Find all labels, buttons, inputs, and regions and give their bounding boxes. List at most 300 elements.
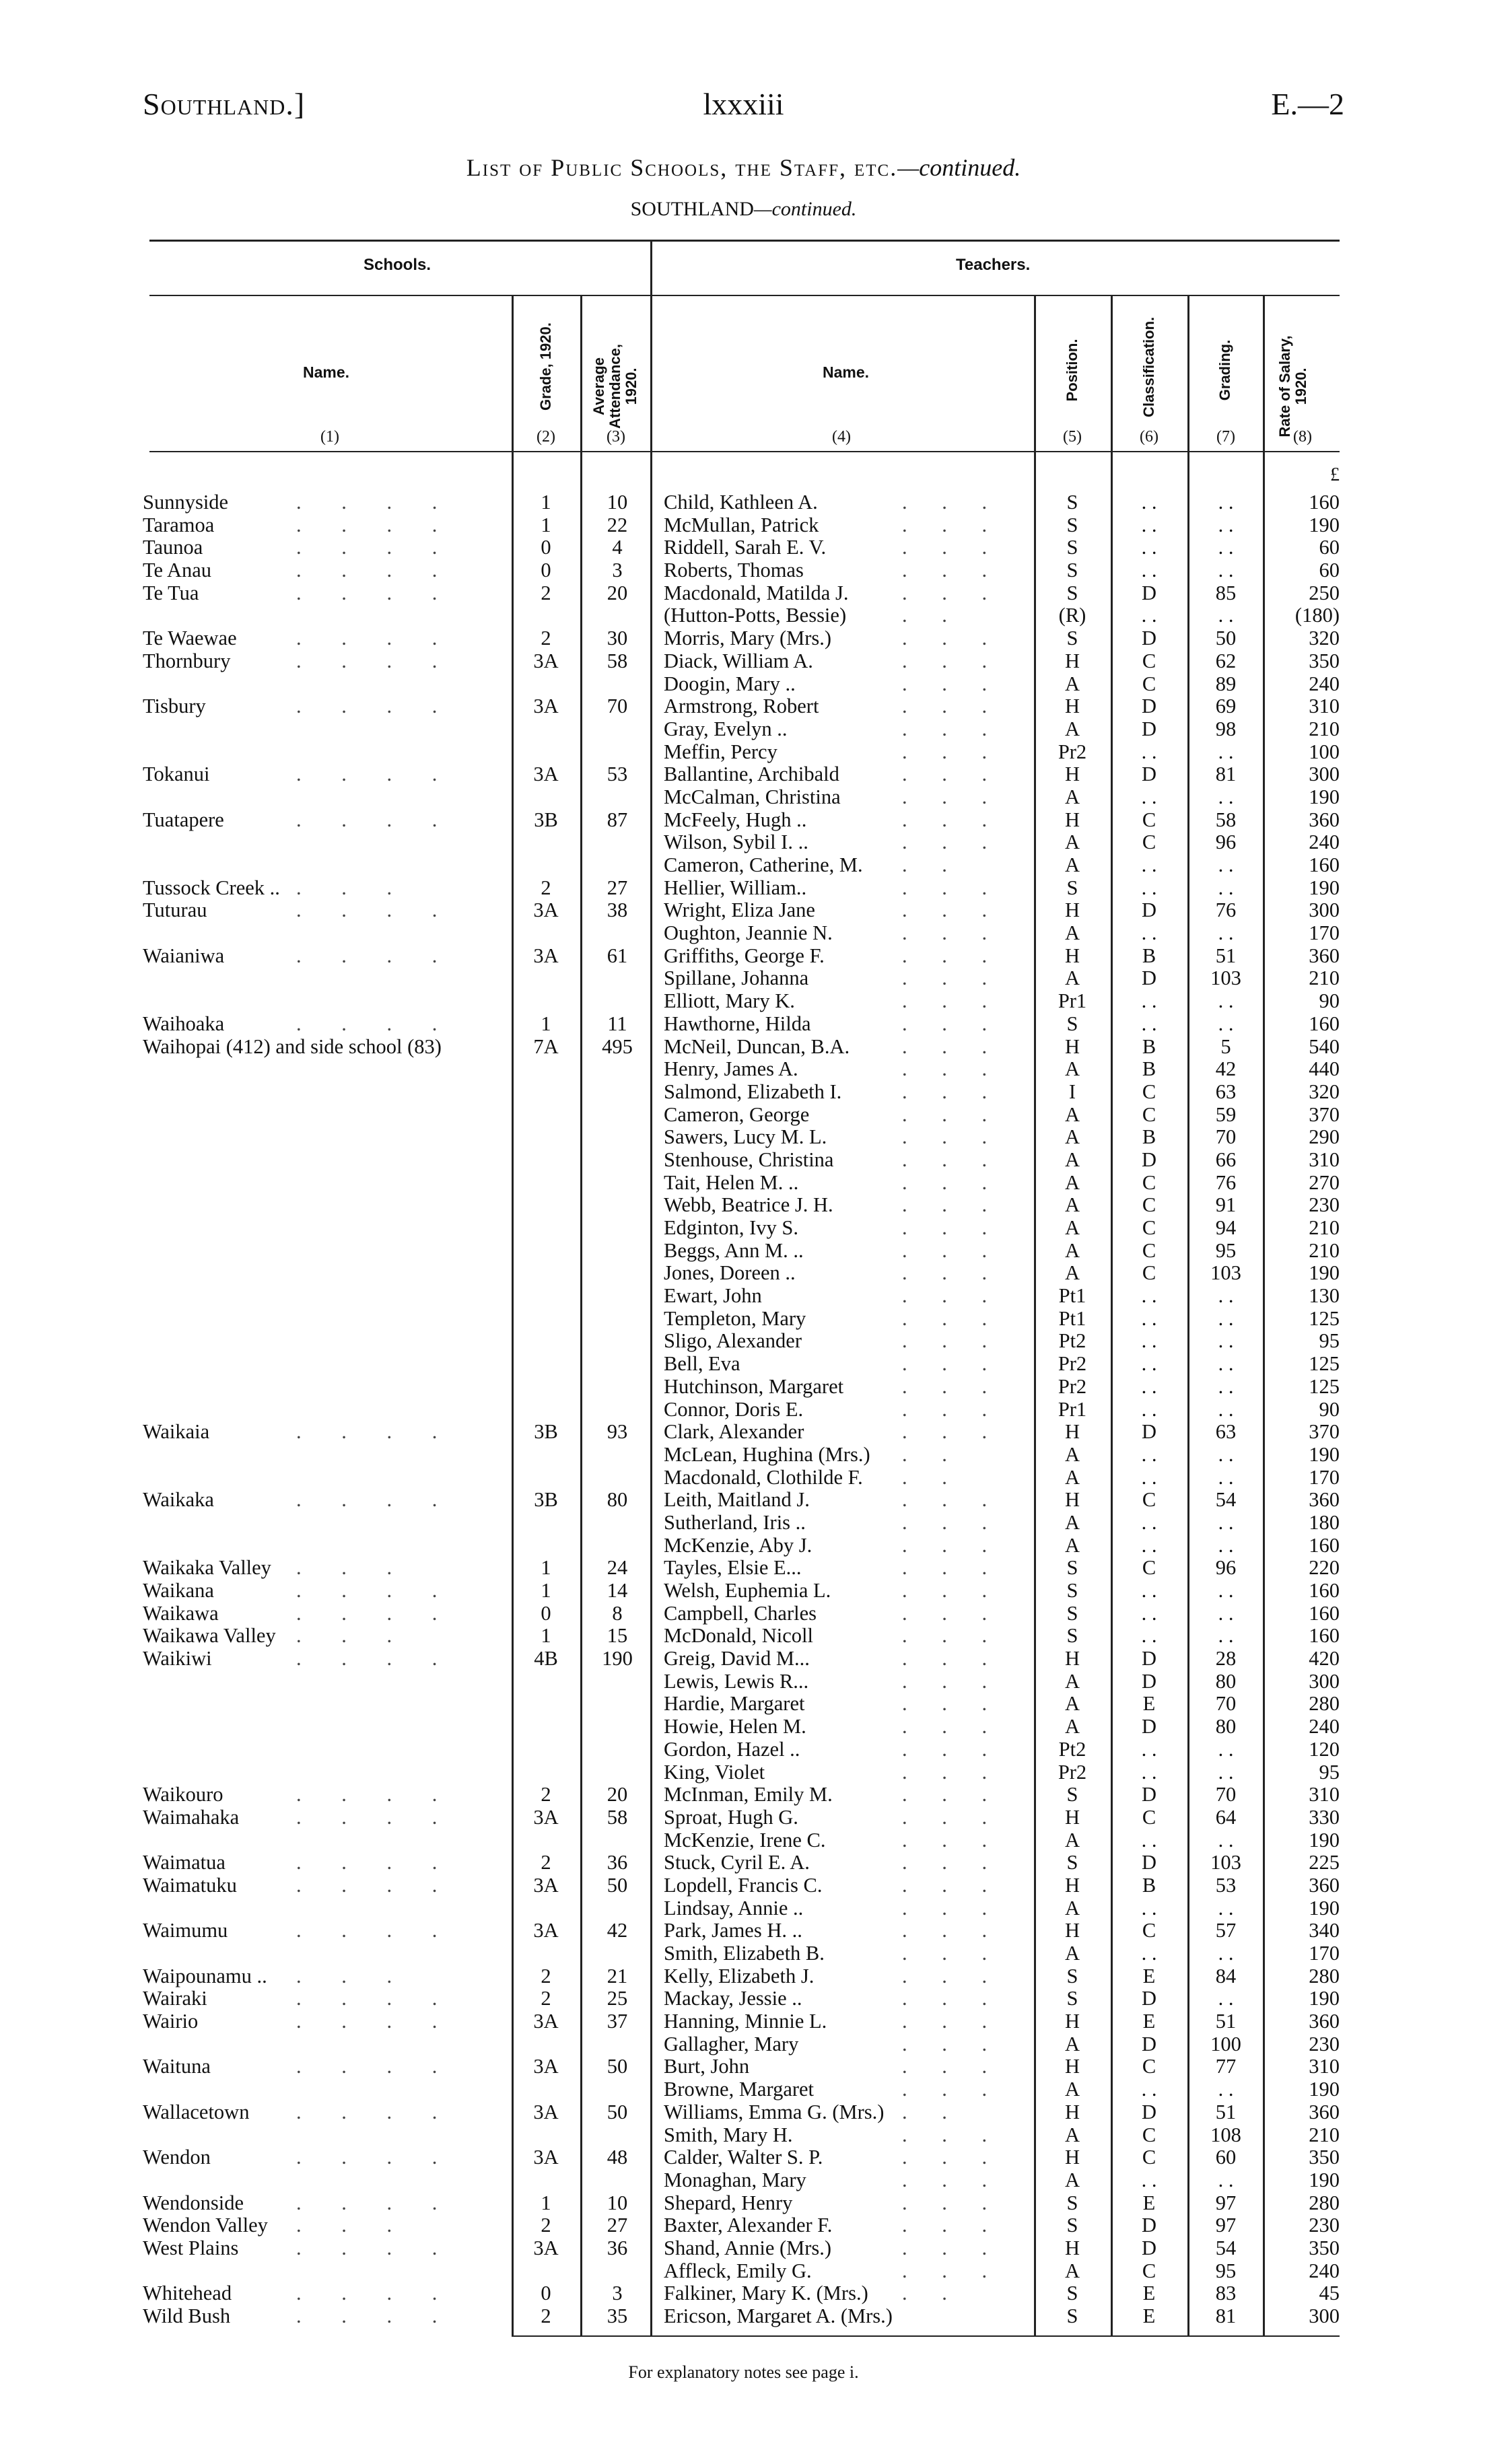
position-value: H (1064, 2010, 1080, 2033)
classification-value: . . (1141, 785, 1157, 808)
classification-value: D (1141, 1987, 1157, 2010)
grading-value: . . (1218, 604, 1234, 627)
classification-value: B (1142, 1125, 1156, 1149)
leader-dots: . . . (902, 2191, 1002, 2214)
salary-value: 290 (1309, 1125, 1340, 1149)
col-school-name: Name. (303, 363, 350, 381)
table-row (0, 899, 1487, 922)
teacher-name: McInman, Emily M. (664, 1783, 833, 1806)
attendance-value: 50 (607, 2100, 628, 2123)
leader-dots: . . . (902, 1579, 1002, 1602)
table-row (0, 1829, 1487, 1852)
attendance-value: 37 (607, 2010, 628, 2033)
table-row (0, 1240, 1487, 1263)
teacher-name: Riddell, Sarah E. V. (664, 536, 827, 559)
teacher-name: Child, Kathleen A. (664, 491, 818, 514)
salary-value: 330 (1309, 1805, 1340, 1829)
leader-dots: . . . (902, 899, 1002, 922)
teacher-name: Bell, Eva (664, 1352, 740, 1376)
header-left: Southland.] (143, 87, 306, 121)
leader-dots: . . . (902, 1715, 1002, 1738)
position-value: S (1066, 2214, 1078, 2237)
salary-value: 360 (1309, 808, 1340, 831)
grade-value: 2 (541, 1987, 551, 2010)
leader-dots: . . . (902, 581, 1002, 604)
grading-value: . . (1218, 1397, 1234, 1421)
grade-value: 2 (541, 1964, 551, 1987)
classification-value: . . (1141, 1284, 1157, 1308)
teacher-name: Hawthorne, Hilda (664, 1012, 811, 1035)
grading-value: 42 (1215, 1057, 1237, 1081)
leader-dots: . . . (902, 1669, 1002, 1693)
attendance-value: 80 (607, 1488, 628, 1512)
teacher-name: McKenzie, Irene C. (664, 1828, 826, 1852)
attendance-value: 58 (607, 649, 628, 672)
subtitle-continued: —continued. (753, 198, 857, 220)
leader-dots: . . . . (296, 491, 455, 514)
grading-value: 58 (1215, 808, 1237, 831)
table-row (0, 1421, 1487, 1444)
grading-value: 89 (1215, 672, 1237, 695)
grade-value: 2 (541, 2304, 551, 2327)
table-row (0, 786, 1487, 809)
grading-value: . . (1218, 1012, 1234, 1035)
salary-value: 125 (1309, 1374, 1340, 1398)
leader-dots: . . . (902, 2146, 1002, 2169)
table-row (0, 1580, 1487, 1603)
salary-value: 270 (1309, 1170, 1340, 1194)
grading-value: . . (1218, 853, 1234, 876)
salary-value: 160 (1309, 1533, 1340, 1557)
leader-dots: . . . . (296, 763, 455, 786)
table-row (0, 1874, 1487, 1897)
table-row (0, 536, 1487, 559)
teacher-name: Sawers, Lucy M. L. (664, 1125, 827, 1149)
classification-value: . . (1141, 1012, 1157, 1035)
position-value: A (1064, 1238, 1080, 1262)
salary-value: 170 (1309, 921, 1340, 945)
leader-dots: . . . (902, 695, 1002, 718)
title-main: List of Public Schools, the Staff, etc. (466, 154, 898, 181)
teacher-name: Monaghan, Mary (664, 2168, 806, 2191)
grading-value: . . (1218, 1465, 1234, 1489)
teacher-name: Hutchinson, Margaret (664, 1374, 844, 1398)
grading-value: . . (1218, 1284, 1234, 1308)
group-schools: Schools. (364, 256, 431, 274)
grading-value: 80 (1215, 1669, 1237, 1693)
position-value: Pr2 (1058, 1352, 1087, 1376)
classification-value: C (1142, 1170, 1156, 1194)
teacher-name: Macdonald, Matilda J. (664, 581, 849, 604)
teacher-name: McCalman, Christina (664, 785, 841, 808)
leader-dots: . . . (902, 1760, 1002, 1784)
position-value: A (1064, 717, 1080, 740)
salary-value: 230 (1309, 2214, 1340, 2237)
position-value: S (1066, 581, 1078, 604)
table-row (0, 718, 1487, 741)
teacher-name: Ericson, Margaret A. (Mrs.) (664, 2304, 893, 2327)
position-value: S (1066, 559, 1078, 582)
school-name: West Plains (143, 2236, 239, 2259)
table-row (0, 1942, 1487, 1965)
table-row (0, 2282, 1487, 2305)
grading-value: 81 (1215, 2304, 1237, 2327)
leader-dots: . . . (902, 785, 1002, 808)
position-value: H (1064, 1647, 1080, 1670)
teacher-name: Armstrong, Robert (664, 695, 819, 718)
leader-dots: . . . (902, 627, 1002, 650)
attendance-value: 53 (607, 763, 628, 786)
position-value: S (1066, 2304, 1078, 2327)
leader-dots: . . . (902, 989, 1002, 1013)
table-row (0, 2055, 1487, 2078)
salary-value: 300 (1309, 763, 1340, 786)
attendance-value: 10 (607, 2191, 628, 2214)
school-name: Tuatapere (143, 808, 224, 831)
grading-value: 97 (1215, 2191, 1237, 2214)
salary-value: 360 (1309, 2100, 1340, 2123)
classification-value: C (1142, 672, 1156, 695)
table-row (0, 1104, 1487, 1127)
leader-dots: . . . (902, 1987, 1002, 2010)
leader-dots: . . . (902, 1193, 1002, 1217)
staff-table-body (0, 491, 1487, 2328)
leader-dots: . . . (902, 1329, 1002, 1353)
teacher-name: Elliott, Mary K. (664, 989, 795, 1013)
grading-value: . . (1218, 1987, 1234, 2010)
grading-value: . . (1218, 491, 1234, 514)
salary-value: 210 (1309, 717, 1340, 740)
grading-value: . . (1218, 2168, 1234, 2191)
table-row (0, 1648, 1487, 1670)
attendance-value: 3 (612, 2282, 623, 2305)
table-row (0, 1262, 1487, 1285)
grade-value: 1 (541, 1556, 551, 1580)
grading-value: 103 (1210, 1851, 1241, 1874)
grading-value: 69 (1215, 695, 1237, 718)
table-row (0, 1784, 1487, 1806)
table-row (0, 2033, 1487, 2056)
table-row (0, 1625, 1487, 1648)
table-row (0, 1806, 1487, 1829)
table-row (0, 1081, 1487, 1104)
header-bottom-rule (149, 451, 1340, 452)
grade-value: 1 (541, 1579, 551, 1602)
teacher-name: Henry, James A. (664, 1057, 798, 1081)
table-row (0, 1353, 1487, 1376)
school-name: Waikouro (143, 1783, 223, 1806)
leader-dots: . . . (902, 1057, 1002, 1081)
salary-value: 240 (1309, 1715, 1340, 1738)
position-value: S (1066, 536, 1078, 559)
salary-value: 190 (1309, 1896, 1340, 1920)
group-rule (149, 295, 1340, 296)
salary-value: 230 (1309, 1193, 1340, 1217)
col-teacher-name: Name. (823, 363, 870, 381)
attendance-value: 4 (612, 536, 623, 559)
col-number: (5) (1063, 428, 1082, 446)
attendance-value: 87 (607, 808, 628, 831)
grading-value: 60 (1215, 2146, 1237, 2169)
grading-value: . . (1218, 1306, 1234, 1330)
teacher-name: Wright, Eliza Jane (664, 899, 815, 922)
table-row (0, 741, 1487, 764)
classification-value: . . (1141, 1329, 1157, 1353)
table-row (0, 1149, 1487, 1172)
position-value: H (1064, 1488, 1080, 1512)
position-value: S (1066, 1624, 1078, 1648)
classification-value: . . (1141, 1397, 1157, 1421)
position-value: A (1064, 1193, 1080, 1217)
teacher-name: Campbell, Charles (664, 1601, 817, 1625)
attendance-value: 58 (607, 1805, 628, 1829)
teacher-name: Connor, Doris E. (664, 1397, 804, 1421)
grading-value: . . (1218, 1828, 1234, 1852)
table-row (0, 1512, 1487, 1535)
table-top-rule (149, 240, 1340, 242)
leader-dots: . . . (902, 2032, 1002, 2055)
salary-value: 125 (1309, 1306, 1340, 1330)
salary-value: 350 (1309, 2146, 1340, 2169)
school-name: Waituna (143, 2055, 211, 2078)
salary-value: 225 (1309, 1851, 1340, 1874)
salary-value: 160 (1309, 1012, 1340, 1035)
position-value: A (1064, 831, 1080, 854)
position-value: S (1066, 1579, 1078, 1602)
leader-dots: . . . (902, 491, 1002, 514)
attendance-value: 20 (607, 581, 628, 604)
teacher-name: McKenzie, Aby J. (664, 1533, 812, 1557)
salary-value: 190 (1309, 876, 1340, 899)
position-value: H (1064, 1805, 1080, 1829)
classification-value: D (1141, 1783, 1157, 1806)
leader-dots: . . (902, 2282, 962, 2305)
salary-value: 370 (1309, 1102, 1340, 1126)
teacher-name: Doogin, Mary .. (664, 672, 796, 695)
table-row (0, 967, 1487, 990)
table-row (0, 2192, 1487, 2215)
salary-value: 125 (1309, 1352, 1340, 1376)
table-row (0, 1172, 1487, 1195)
attendance-value: 27 (607, 2214, 628, 2237)
attendance-value: 495 (602, 1034, 633, 1058)
classification-value: . . (1141, 1465, 1157, 1489)
grading-value: 96 (1215, 1556, 1237, 1580)
grade-value: 2 (541, 1851, 551, 1874)
salary-value: 440 (1309, 1057, 1340, 1081)
grade-value: 3A (533, 2146, 559, 2169)
leader-dots: . . . (902, 2236, 1002, 2259)
school-name: Tuturau (143, 899, 207, 922)
col-grade: Grade, 1920. (537, 322, 554, 411)
classification-value: . . (1141, 740, 1157, 763)
leader-dots: . . (902, 2100, 962, 2123)
page-title (0, 153, 1487, 182)
grading-value: 64 (1215, 1805, 1237, 1829)
teacher-name: Ballantine, Archibald (664, 763, 839, 786)
position-value: H (1064, 1919, 1080, 1942)
salary-value: 190 (1309, 2078, 1340, 2101)
classification-value: . . (1141, 876, 1157, 899)
position-value: Pr2 (1058, 1374, 1087, 1398)
classification-value: C (1142, 2146, 1156, 2169)
salary-value: 90 (1319, 989, 1340, 1013)
classification-value: B (1142, 1873, 1156, 1897)
school-name: Tisbury (143, 695, 206, 718)
classification-value: C (1142, 808, 1156, 831)
attendance-value: 61 (607, 944, 628, 967)
school-name: Wairaki (143, 1987, 207, 2010)
classification-value: C (1142, 2123, 1156, 2146)
salary-value: 420 (1309, 1647, 1340, 1670)
leader-dots: . . . (902, 1374, 1002, 1398)
classification-value: C (1142, 1488, 1156, 1512)
attendance-value: 20 (607, 1783, 628, 1806)
leader-dots: . . . . (296, 695, 455, 718)
leader-dots: . . . (902, 1216, 1002, 1239)
teacher-name: Morris, Mary (Mrs.) (664, 627, 832, 650)
salary-value: 60 (1319, 536, 1340, 559)
teacher-name: Sproat, Hugh G. (664, 1805, 798, 1829)
school-name: Whitehead (143, 2282, 232, 2305)
salary-value: 160 (1309, 1579, 1340, 1602)
classification-value: . . (1141, 1760, 1157, 1784)
table-row (0, 650, 1487, 673)
classification-value: D (1141, 2236, 1157, 2259)
salary-value: 540 (1309, 1034, 1340, 1058)
grading-value: 28 (1215, 1647, 1237, 1670)
classification-value: D (1141, 2100, 1157, 2123)
teacher-name: Salmond, Elizabeth I. (664, 1080, 842, 1103)
leader-dots: . . . . (296, 1488, 455, 1512)
school-name: Waipounamu .. (143, 1964, 267, 1987)
teacher-name: Howie, Helen M. (664, 1715, 806, 1738)
classification-value: C (1142, 1193, 1156, 1217)
grading-value: . . (1218, 785, 1234, 808)
position-value: S (1066, 1987, 1078, 2010)
salary-value: 240 (1309, 831, 1340, 854)
table-row (0, 2260, 1487, 2283)
salary-value: 370 (1309, 1420, 1340, 1444)
col-attendance: Average Attendance, 1920. (590, 344, 639, 429)
grade-value: 2 (541, 2214, 551, 2237)
table-row (0, 1399, 1487, 1421)
leader-dots: . . . (902, 536, 1002, 559)
classification-value: D (1141, 1715, 1157, 1738)
leader-dots: . . . (902, 559, 1002, 582)
grade-value: 2 (541, 1783, 551, 1806)
teacher-name: Shand, Annie (Mrs.) (664, 2236, 832, 2259)
salary-value: 220 (1309, 1556, 1340, 1580)
salary-value: 360 (1309, 1488, 1340, 1512)
salary-value: 240 (1309, 2259, 1340, 2282)
salary-value: 300 (1309, 1669, 1340, 1693)
leader-dots: . . . . (296, 1647, 455, 1670)
teacher-name: Sligo, Alexander (664, 1329, 802, 1353)
salary-value: 280 (1309, 2191, 1340, 2214)
position-value: S (1066, 1556, 1078, 1580)
grade-value: 3A (533, 649, 559, 672)
grade-value: 7A (533, 1034, 559, 1058)
group-teachers: Teachers. (956, 256, 1031, 274)
school-name: Wendonside (143, 2191, 244, 2214)
school-name: Tokanui (143, 763, 210, 786)
teacher-name: McDonald, Nicoll (664, 1624, 813, 1648)
salary-value: 250 (1309, 581, 1340, 604)
school-name: Waihopai (412) and side school (83) (143, 1034, 442, 1058)
classification-value: C (1142, 1919, 1156, 1942)
leader-dots: . . . . (296, 808, 455, 831)
grade-value: 1 (541, 491, 551, 514)
classification-value: B (1142, 1034, 1156, 1058)
salary-value: 95 (1319, 1760, 1340, 1784)
leader-dots: . . . (902, 944, 1002, 967)
leader-dots: . . . (902, 808, 1002, 831)
teacher-name: Kelly, Elizabeth J. (664, 1964, 815, 1987)
position-value: A (1064, 2032, 1080, 2055)
school-name: Tussock Creek .. (143, 876, 280, 899)
grade-value: 3B (534, 1488, 558, 1512)
classification-value: D (1141, 2032, 1157, 2055)
position-value: A (1064, 2123, 1080, 2146)
attendance-value: 48 (607, 2146, 628, 2169)
grade-value: 4B (534, 1647, 558, 1670)
header-right: E.—2 (1271, 87, 1344, 121)
attendance-value: 190 (602, 1647, 633, 1670)
classification-value: D (1141, 966, 1157, 990)
classification-value: C (1142, 1261, 1156, 1285)
table-row (0, 1987, 1487, 2010)
grading-value: 97 (1215, 2214, 1237, 2237)
teacher-name: Greig, David M... (664, 1647, 810, 1670)
grade-value: 1 (541, 2191, 551, 2214)
position-value: S (1066, 513, 1078, 536)
position-value: Pt2 (1058, 1329, 1086, 1353)
teacher-name: Macdonald, Clothilde F. (664, 1465, 863, 1489)
position-value: A (1064, 1533, 1080, 1557)
grading-value: 70 (1215, 1125, 1237, 1149)
leader-dots: . . . (902, 2168, 1002, 2191)
table-row (0, 1308, 1487, 1331)
teacher-name: McMullan, Patrick (664, 513, 819, 536)
leader-dots: . . . (902, 2123, 1002, 2146)
teacher-name: Beggs, Ann M. .. (664, 1238, 804, 1262)
school-name: Wendon Valley (143, 2214, 268, 2237)
position-value: H (1064, 695, 1080, 718)
grade-value: 3A (533, 2055, 559, 2078)
leader-dots: . . . (902, 1783, 1002, 1806)
col-number: (6) (1140, 428, 1159, 446)
table-row (0, 877, 1487, 900)
leader-dots: . . . . (296, 1012, 455, 1035)
leader-dots: . . . (902, 717, 1002, 740)
school-name: Waikawa Valley (143, 1624, 276, 1648)
position-value: Pr2 (1058, 740, 1087, 763)
salary-value: 190 (1309, 785, 1340, 808)
table-row (0, 1489, 1487, 1512)
grading-value: 84 (1215, 1964, 1237, 1987)
position-value: H (1064, 1873, 1080, 1897)
position-value: S (1066, 1964, 1078, 1987)
grade-value: 3A (533, 2100, 559, 2123)
leader-dots: . . . . (296, 1873, 455, 1897)
grading-value: . . (1218, 1601, 1234, 1625)
attendance-value: 30 (607, 627, 628, 650)
grade-value: 3A (533, 1919, 559, 1942)
table-row (0, 2078, 1487, 2101)
school-name: Waihoaka (143, 1012, 225, 1035)
teacher-name: Tait, Helen M. .. (664, 1170, 799, 1194)
